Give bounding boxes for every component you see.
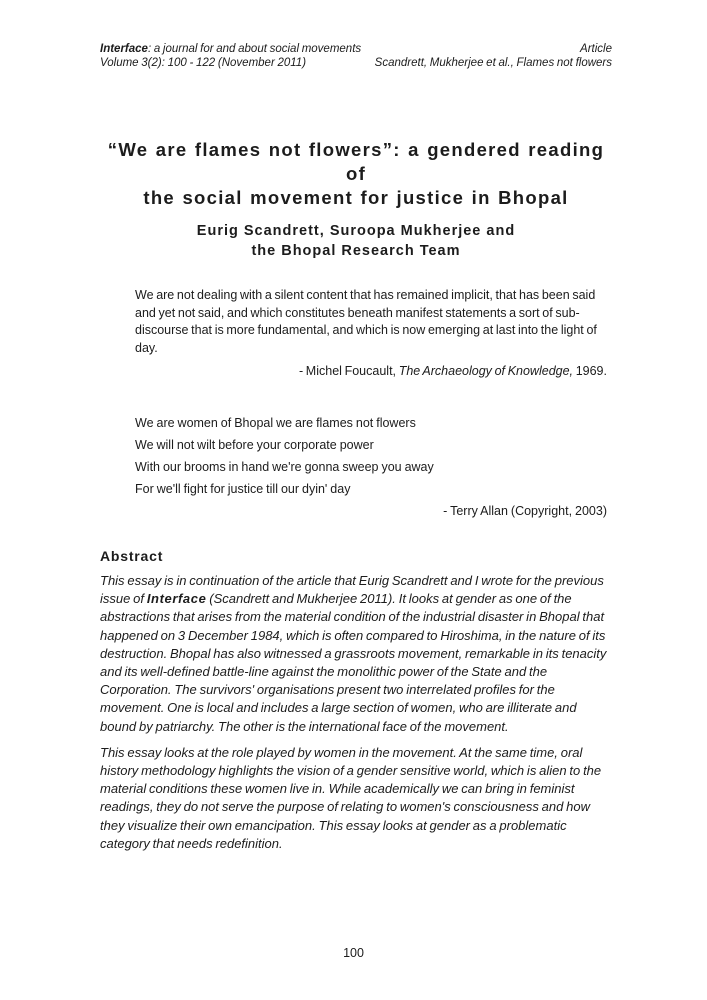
running-header <box>100 42 612 70</box>
article-type-label: Article <box>580 43 612 55</box>
volume-info: Volume 3(2): 100 - 122 (November 2011) <box>100 57 307 69</box>
abstract-p1-before: This essay is in continuation of the article that Eurig Scandrett and I wrote for the previous issue of <box>100 572 604 607</box>
abstract-paragraph-2: This essay looks at the role played by women in the movement. At the same time, oral history methodology highlights the vision of a gender sensitive world, which is alien to the material conditions these women live in. While academically we can bring in feminist readings, they do not serve the purpose of relating to women's consciousness and how they visualize their own emancipation. This essay looks at gender as a problematic category that needs redefinition. <box>100 744 602 851</box>
epigraph-attribution <box>135 363 607 381</box>
article-title-line-2: the social movement for justice in Bhopal <box>143 187 569 208</box>
journal-title-line <box>100 42 361 56</box>
abstract-heading: Abstract <box>100 547 164 564</box>
abstract-section <box>100 548 612 853</box>
authors-line-2: the Bhopal Research Team <box>251 242 461 259</box>
poem-attribution: - Terry Allan (Copyright, 2003) <box>443 503 607 518</box>
abstract-interface-ref: Interface <box>146 591 207 607</box>
poem-line: We will not wilt before your corporate power <box>135 437 374 452</box>
running-head-authors: Scandrett, Mukherjee et al., Flames not flowers <box>374 57 612 69</box>
epigraph-attr-prefix: - Michel Foucault, <box>298 364 399 379</box>
epigraph-work-title: The Archaeology of Knowledge, <box>398 364 574 379</box>
article-title <box>100 138 612 210</box>
poem-line: With our brooms in hand we're gonna sweep you away <box>135 459 434 474</box>
header-row-2 <box>100 56 612 70</box>
epigraph-block <box>135 287 607 381</box>
journal-name: Interface <box>100 43 148 55</box>
abstract-p1-after: (Scandrett and Mukherjee 2011). It looks at gender as one of the abstractions that arises from the material condition of the industrial disaster in Bhopal that happened on 3 December 1984, which is often compared to Hiroshima, in the nature of its destruction. Bhopal has also witnessed a grassroots movement, remarkable in its tenacity and its well-defined battle-line against the monolithic power of the State and the Corporation. The survivors' organisations present two interrelated profiles for the movement. One is local and includes a large section of women, who are illiterate and bound by patriarchy. The other is the international face of the movement. <box>100 591 607 734</box>
article-authors <box>100 222 612 261</box>
abstract-paragraph-1 <box>100 572 612 736</box>
journal-subtitle: : a journal for and about social movements <box>147 43 362 55</box>
poem-line: For we'll fight for justice till our dyin' day <box>135 481 351 496</box>
poem-block <box>135 415 607 518</box>
page-number: 100 <box>343 946 364 960</box>
epigraph-attr-year: 1969. <box>573 364 607 379</box>
epigraph-quote: We are not dealing with a silent content that has remained implicit, that has been said and yet not said, and which constitutes beneath manifest statements a sort of sub-discourse that is more fundamental, and which is now emerging at last into the light of day. <box>135 288 597 355</box>
authors-line-1: Eurig Scandrett, Suroopa Mukherjee and <box>196 223 516 240</box>
header-row-1 <box>100 42 612 56</box>
article-title-line-1: “We are flames not flowers”: a gendered reading of <box>107 139 605 184</box>
poem-line: We are women of Bhopal we are flames not flowers <box>135 415 416 430</box>
